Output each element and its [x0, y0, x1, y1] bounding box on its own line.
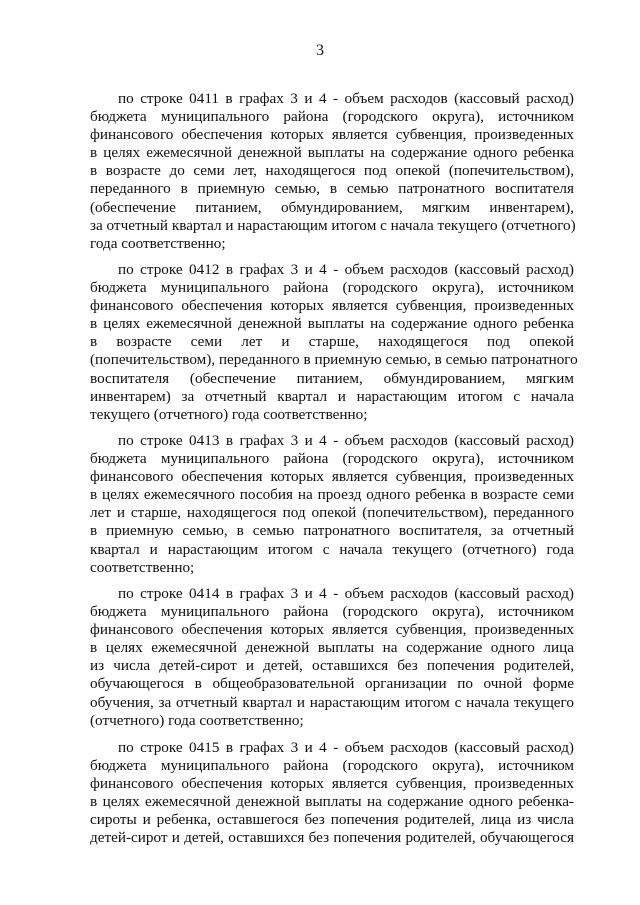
text-line: бюджета муниципального района (городского округа), источником — [90, 450, 574, 468]
text-line: квартал и нарастающим итогом с начала текущего (отчетного) года — [90, 540, 574, 558]
text-line: финансового обеспечения которых является субвенция, произведенных — [90, 126, 574, 144]
text-line: года соответственно; — [90, 234, 226, 252]
text-line: в возрасте семи лет и старше, находящегося под опекой — [90, 333, 574, 351]
paragraph-line-0413 — [90, 432, 574, 577]
paragraph-line-0412 — [90, 261, 578, 424]
text-line: по строке 0412 в графах 3 и 4 - объем расходов (кассовый расход) — [118, 261, 574, 278]
text-line: по строке 0413 в графах 3 и 4 - объем расходов (кассовый расход) — [118, 432, 574, 449]
text-line: сироты и ребенка, оставшегося без попечения родителей, лица из числа — [90, 811, 574, 829]
text-line: финансового обеспечения которых является субвенция, произведенных — [90, 775, 574, 793]
text-line: финансового обеспечения которых является субвенция, произведенных — [90, 297, 574, 315]
text-line: в приемную семью, в семью патронатного воспитателя, за отчетный — [90, 522, 574, 540]
text-line: бюджета муниципального района (городского округа), источником — [90, 757, 574, 775]
text-line: текущего (отчетного) года соответственно; — [90, 405, 368, 423]
text-line: финансового обеспечения которых является субвенция, произведенных — [90, 621, 574, 639]
paragraph-line-0414 — [90, 585, 574, 730]
text-line: переданного в приемную семью, в семью патронатного воспитателя — [90, 180, 574, 198]
text-line: (отчетного) года соответственно; — [90, 711, 304, 729]
text-line: финансового обеспечения которых является субвенция, произведенных — [90, 468, 574, 486]
text-line: в целях ежемесячной денежной выплаты на содержание одного ребенка — [90, 144, 574, 162]
text-line: лет и старше, находящегося под опекой (попечительством), переданного — [90, 504, 574, 522]
text-line: из числа детей-сирот и детей, оставшихся без попечения родителей, — [90, 657, 574, 675]
paragraph-line-0411 — [90, 90, 574, 253]
text-line: в целях ежемесячного пособия на проезд одного ребенка в возрасте семи — [90, 486, 574, 504]
text-line: в целях ежемесячной денежной выплаты на содержание одного лица — [90, 639, 574, 657]
text-line: в возрасте до семи лет, находящегося под опекой (попечительством), — [90, 162, 574, 180]
text-line: по строке 0411 в графах 3 и 4 - объем расходов (кассовый расход) — [118, 90, 574, 107]
text-line: бюджета муниципального района (городского округа), источником — [90, 108, 574, 126]
text-line: (обеспечение питанием, обмундированием, мягким инвентарем), — [90, 198, 574, 216]
text-line: бюджета муниципального района (городского округа), источником — [90, 279, 574, 297]
text-line: (попечительством), переданного в приемную семью, в семью патронатного — [90, 351, 578, 369]
text-line: в целях ежемесячной денежной выплаты на содержание одного ребенка- — [90, 793, 574, 811]
text-line: за отчетный квартал и нарастающим итогом с начала текущего (отчетного) — [90, 216, 576, 234]
text-line: соответственно; — [90, 558, 195, 576]
text-line: инвентарем) за отчетный квартал и нарастающим итогом с начала — [90, 387, 574, 405]
text-line: обучающегося в общеобразовательной организации по очной форме — [90, 675, 574, 693]
page-number: 3 — [316, 42, 324, 59]
text-line: в целях ежемесячной денежной выплаты на содержание одного ребенка — [90, 315, 574, 333]
text-line: по строке 0414 в графах 3 и 4 - объем расходов (кассовый расход) — [118, 585, 574, 602]
text-line: детей-сирот и детей, оставшихся без попечения родителей, обучающегося — [90, 829, 574, 847]
text-line: по строке 0415 в графах 3 и 4 - объем расходов (кассовый расход) — [118, 739, 574, 756]
paragraph-line-0415 — [90, 739, 574, 848]
text-line: воспитателя (обеспечение питанием, обмундированием, мягким — [90, 369, 574, 387]
text-line: обучения, за отчетный квартал и нарастающим итогом с начала текущего — [90, 693, 574, 711]
text-line: бюджета муниципального района (городского округа), источником — [90, 603, 574, 621]
